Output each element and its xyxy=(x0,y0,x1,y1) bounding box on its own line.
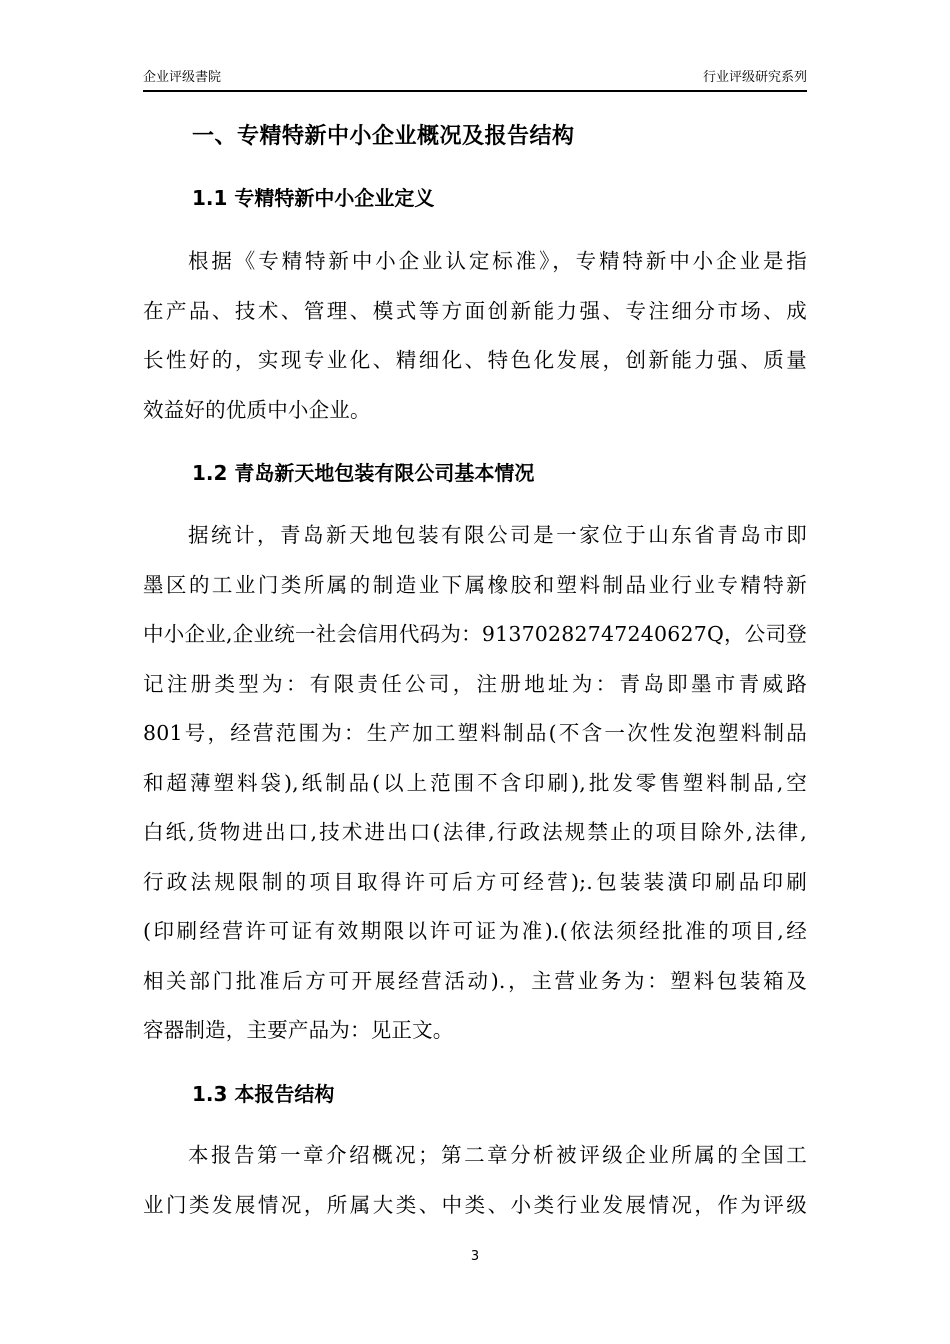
paragraph-line: 中小企业,企业统一社会信用代码为：91370282747240627Q，公司登 xyxy=(143,622,807,646)
paragraph-line: (印刷经营许可证有效期限以许可证为准).(依法须经批准的项目,经 xyxy=(143,919,807,943)
paragraph-line: 记注册类型为：有限责任公司，注册地址为：青岛即墨市青威路 xyxy=(143,671,807,696)
paragraph-line: 和超薄塑料袋),纸制品(以上范围不含印刷),批发零售塑料制品,空 xyxy=(143,770,807,795)
paragraph-line: 长性好的，实现专业化、精细化、特色化发展，创新能力强、质量 xyxy=(143,348,807,372)
paragraph-line: 801号，经营范围为：生产加工塑料制品(不含一次性发泡塑料制品 xyxy=(143,721,807,745)
page-number: 3 xyxy=(470,1249,480,1264)
paragraph-line: 根据《专精特新中小企业认定标准》，专精特新中小企业是指 xyxy=(188,249,807,273)
page-header xyxy=(143,66,807,92)
paragraph-line: 白纸,货物进出口,技术进出口(法律,行政法规禁止的项目除外,法律, xyxy=(143,820,807,844)
paragraph-line: 容器制造，主要产品为：见正文。 xyxy=(143,1018,454,1042)
paragraph-line: 据统计，青岛新天地包装有限公司是一家位于山东省青岛市即 xyxy=(188,523,807,547)
paragraph-line: 墨区的工业门类所属的制造业下属橡胶和塑料制品业行业专精特新 xyxy=(143,572,807,597)
paragraph-line: 在产品、技术、管理、模式等方面创新能力强、专注细分市场、成 xyxy=(143,298,807,323)
paragraph-line: 本报告第一章介绍概况；第二章分析被评级企业所属的全国工 xyxy=(188,1143,807,1167)
chapter-title: 一、专精特新中小企业概况及报告结构 xyxy=(192,124,575,149)
section-1-3-paragraph xyxy=(143,1131,807,1230)
section-heading-1-3: 1.3 本报告结构 xyxy=(192,1082,335,1106)
paragraph-line: 行政法规限制的项目取得许可后方可经营);.包装装潢印刷品印刷 xyxy=(143,869,807,894)
header-left-title: 企业评级書院 xyxy=(143,70,222,85)
paragraph-line: 相关部门批准后方可开展经营活动).，主营业务为：塑料包装箱及 xyxy=(143,968,807,993)
paragraph-line: 效益好的优质中小企业。 xyxy=(143,397,371,422)
section-1-1-paragraph xyxy=(143,237,807,435)
section-heading-1-1: 1.1 专精特新中小企业定义 xyxy=(192,186,435,210)
paragraph-line: 业门类发展情况，所属大类、中类、小类行业发展情况，作为评级 xyxy=(143,1192,807,1217)
header-right-title: 行业评级研究系列 xyxy=(702,70,807,85)
section-1-2-paragraph xyxy=(143,511,807,1056)
section-heading-1-2: 1.2 青岛新天地包装有限公司基本情况 xyxy=(192,461,535,485)
